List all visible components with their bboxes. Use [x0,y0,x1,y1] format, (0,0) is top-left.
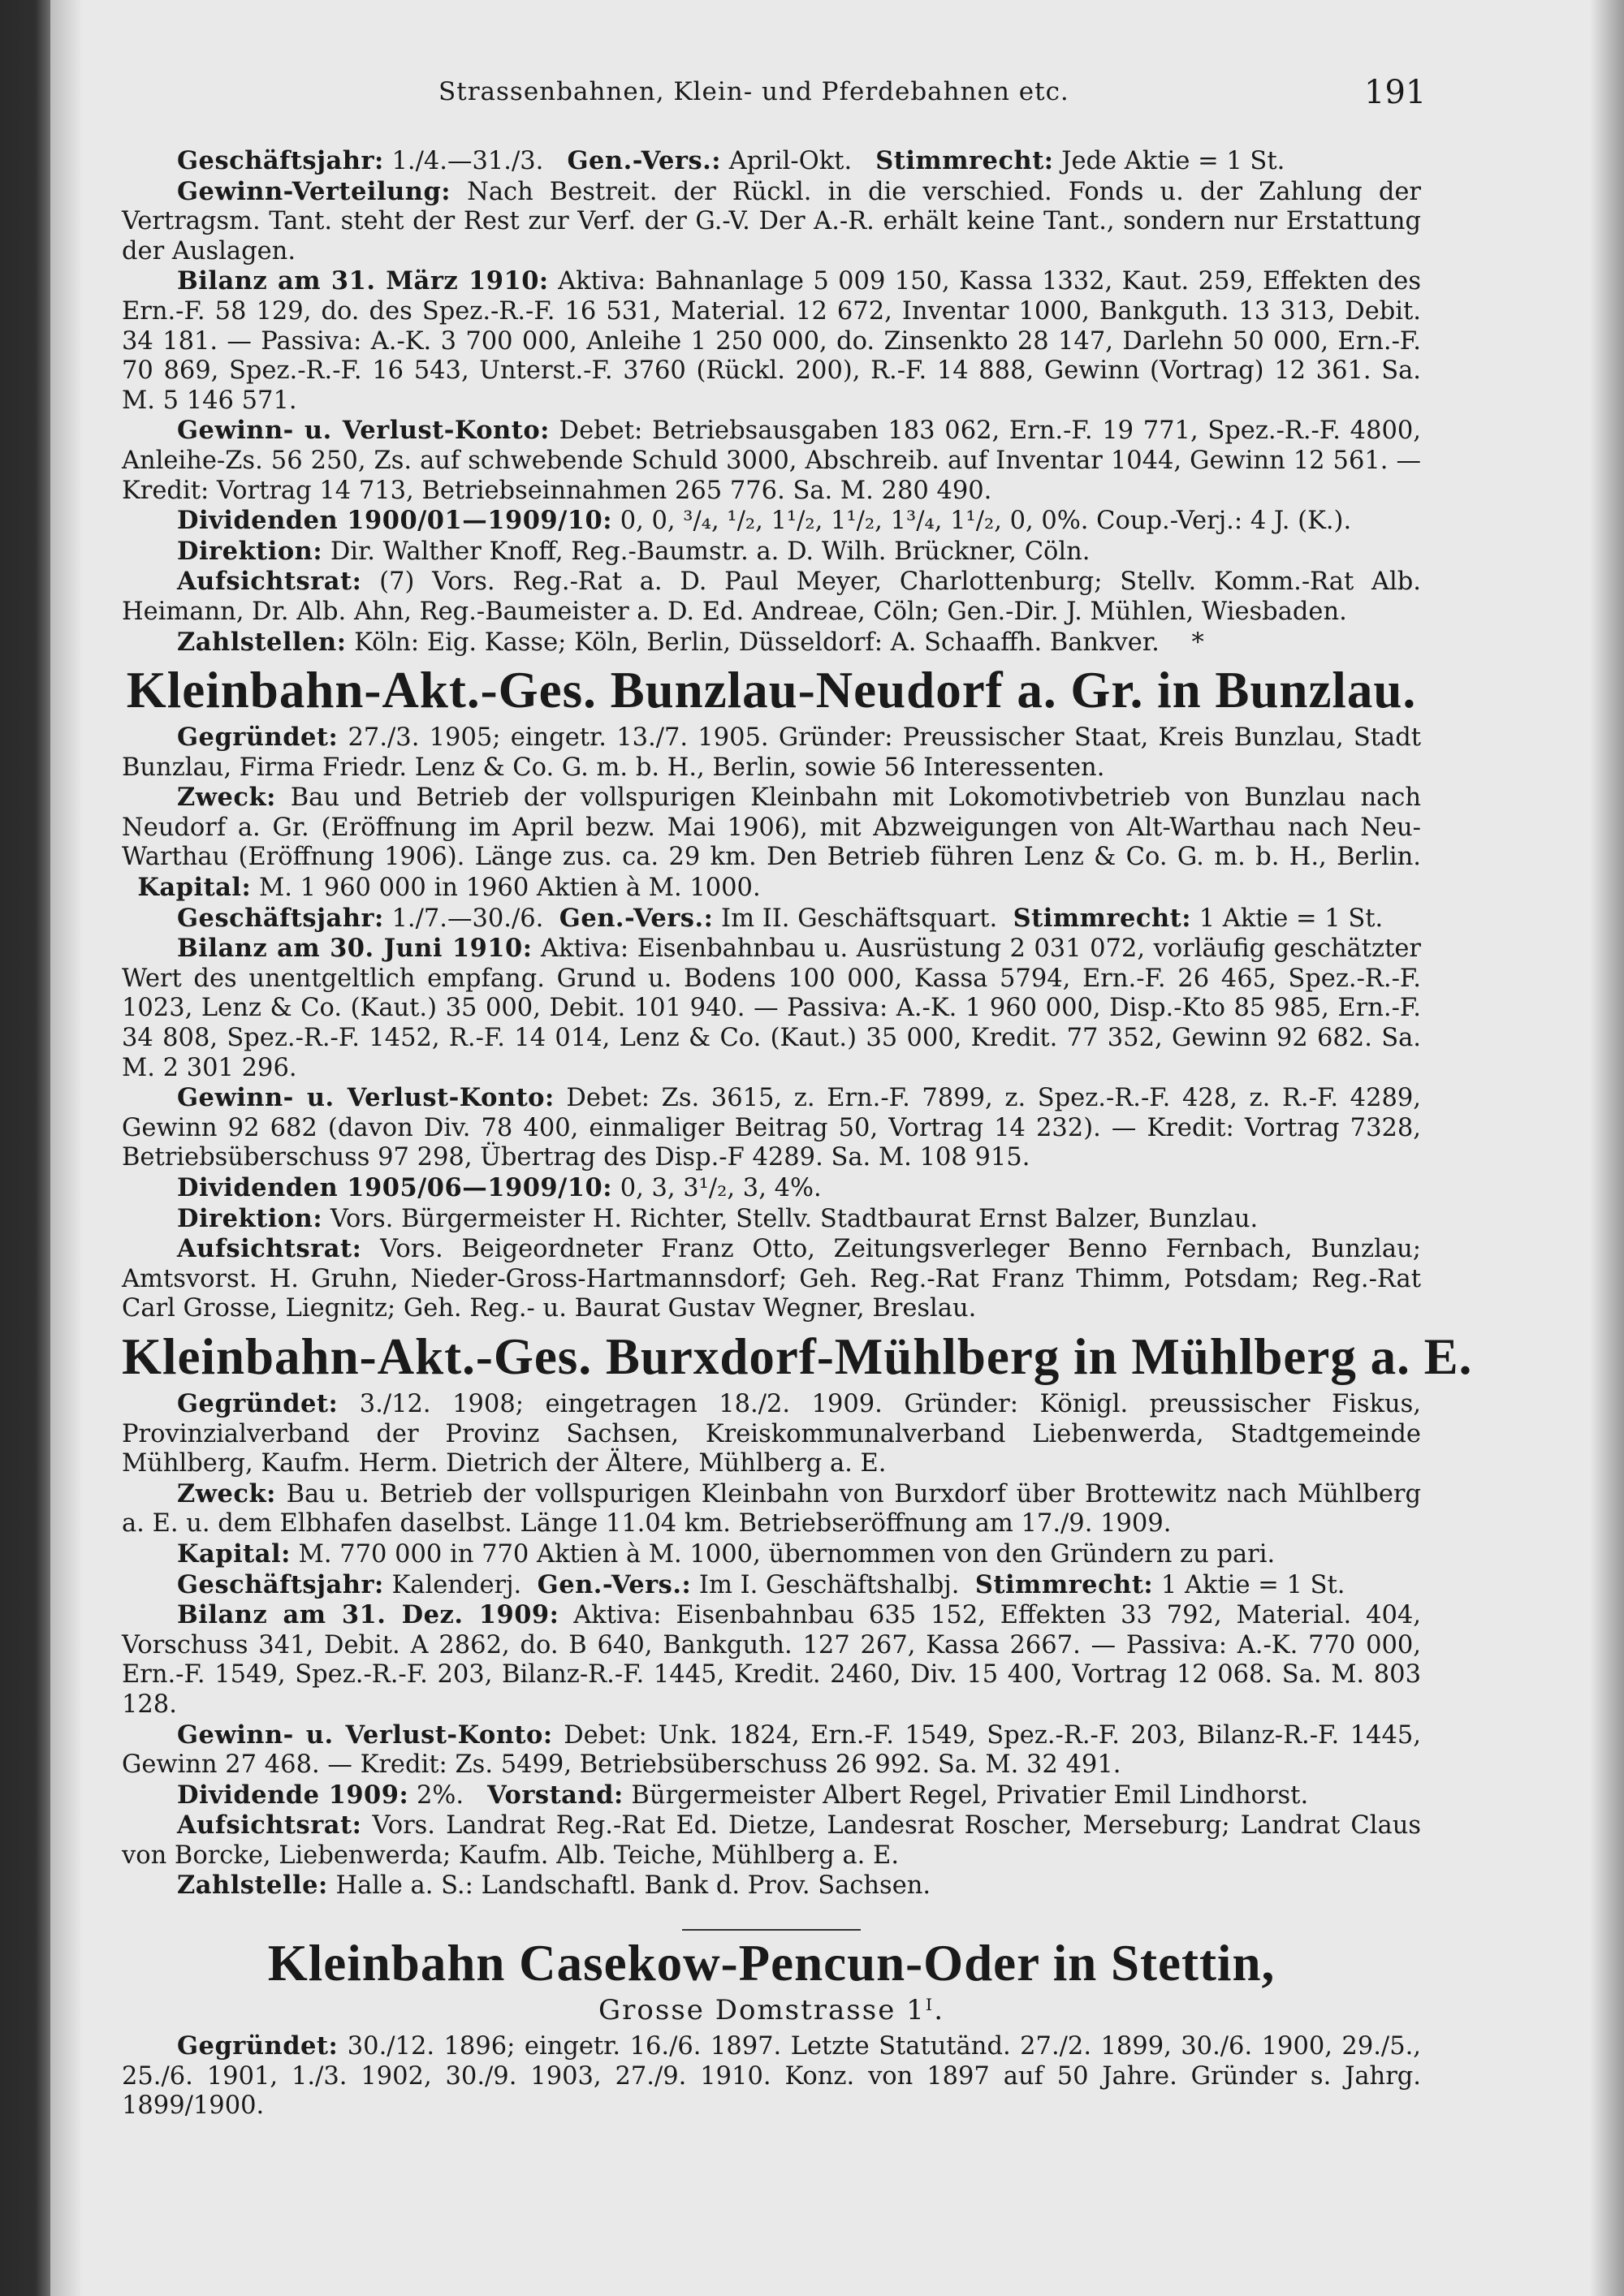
entry-aufsichtsrat [122,1810,1421,1871]
entry-label: Gegründet: [177,2031,339,2061]
entry-label: Vorstand: [487,1780,624,1810]
company-heading: Kleinbahn-Akt.-Ges. Bunzlau-Neudorf a. Gr. in Bunzlau. [126,662,1417,719]
entry-label: Dividenden 1905/06—1909/10: [177,1173,612,1202]
entry-aufsichtsrat [122,1234,1421,1324]
entry-label: Aufsichtsrat: [177,1810,362,1841]
entry-zahlstelle [122,1871,1421,1901]
entry-label: Direktion: [177,536,323,566]
entry-dividende [122,1780,1421,1811]
entry-label: Zahlstellen: [177,627,347,657]
entry-label: Gegründet: [177,1388,339,1418]
entry-label: Gewinn- u. Verlust-Konto: [177,1720,553,1750]
company-heading: Kleinbahn-Akt.-Ges. Burxdorf-Mühlberg in Mühlberg a. E. [122,1327,1473,1385]
entry-gegruendet [122,723,1421,783]
entry-text: Debet: Unk. 1824, Ern.-F. 1549, Spez.-R.-F. 203, Bilanz-R.-F. 1445, Gewinn 27 468. — Kredit: Zs. 5499, Betriebsüberschuss 26 992. Sa. M. 32 491. [122,1720,1422,1780]
entry-label: Zahlstelle: [177,1871,328,1901]
entry-zahlstellen [122,628,1421,658]
entry-text: 1./4.—31./3. [391,147,544,175]
entry-text: Im I. Geschäftshalbj. [698,1570,960,1599]
entry-text: Bürgermeister Albert Regel, Privatier Emil Lindhorst. [631,1780,1309,1810]
entry-label: Gen.-Vers.: [537,1569,692,1599]
entry-text: 1./7.—30./6. [391,904,544,933]
entry-text: Vors. Beigeordneter Franz Otto, Zeitungsverleger Benno Fernbach, Bunzlau; Amtsvorst. H. Gruhn, Nieder-Gross-Hartmannsdorf; Geh. Reg.-Rat Franz Thimm, Potsdam; Reg.-Rat Carl Grosse, Liegnitz; Geh. Reg.- u. Baurat Gustav Wegner, Breslau. [122,1235,1421,1323]
entry-label: Dividende 1909: [177,1780,409,1810]
entry-gewinn-verlust [122,1720,1421,1780]
entry-label: Aufsichtsrat: [177,1234,362,1264]
entry-text: Köln: Eig. Kasse; Köln, Berlin, Düsseldorf: A. Schaaffh. Bankver. [354,628,1160,657]
entry-text: M. 770 000 in 770 Aktien à M. 1000, übernommen von den Gründern zu pari. [298,1539,1276,1569]
entry-gewinn-verlust [122,1083,1421,1173]
entry-kapital [122,1539,1421,1570]
entry-bilanz [122,266,1421,416]
entry-text: 0, 3, 3¹/₂, 3, 4%. [620,1174,822,1202]
entry-label: Dividenden 1900/01—1909/10: [177,506,612,536]
entry-text: Vors. Landrat Reg.-Rat Ed. Dietze, Landesrat Roscher, Merseburg; Landrat Claus von Borcke, Liebenwerda; Kaufm. Alb. Teiche, Mühlberg a. E. [122,1811,1421,1870]
entry-label: Gewinn- u. Verlust-Konto: [177,416,550,446]
entry-label: Aufsichtsrat: [177,567,362,597]
entry-label: Kapital: [177,1539,291,1569]
entry-dividenden [122,506,1421,537]
entry-text: 27./3. 1905; eingetr. 13./7. 1905. Gründer: Preussischer Staat, Kreis Bunzlau, Stadt Bunzlau, Firma Friedr. Lenz & Co. G. m. b. H., Berlin, sowie 56 Interessenten. [122,723,1421,782]
entry-text: Bau und Betrieb der vollspurigen Kleinbahn mit Lokomotivbetrieb von Bunzlau nach Neudorf a. Gr. (Eröffnung im April bezw. Mai 1906), mit Abzweigungen von Alt-Warthau nach Neu-Warthau (Eröffnung 1906). Länge zus. ca. 29 km. Den Betrieb führen Lenz & Co. G. m. b. H., Berlin. [122,783,1421,872]
running-title: Strassenbahnen, Klein- und Pferdebahnen etc. [438,77,1069,106]
entry-text: Nach Bestreit. der Rückl. in die verschied. Fonds u. der Zahlung der Vertragsm. Tant. steht der Rest zur Verf. der G.-V. Der A.-R. erhält keine Tant., sondern nur Erstattung der Auslagen. [122,177,1421,265]
entry-text: Debet: Zs. 3615, z. Ern.-F. 7899, z. Spez.-R.-F. 428, z. R.-F. 4289, Gewinn 92 682 (davon Div. 78 400, einmaliger Beitrag 50, Vortrag 14 232). — Kredit: Vortrag 7328, Betriebsüberschuss 97 298, Übertrag des Disp.-F 4289. Sa. M. 108 915. [122,1084,1421,1172]
entry-text: Halle a. S.: Landschaftl. Bank d. Prov. Sachsen. [335,1871,931,1901]
entry-gegruendet [122,1389,1421,1479]
entry-label: Gegründet: [177,723,339,753]
entry-bilanz [122,934,1421,1083]
entry-label: Geschäftsjahr: [177,146,384,175]
entry-text: 0, 0, ³/₄, ¹/₂, 1¹/₂, 1¹/₂, 1³/₄, 1¹/₂, 0, 0%. Coup.-Verj.: 4 J. (K.). [620,507,1352,536]
entry-direktion [122,1204,1421,1235]
entry-label: Geschäftsjahr: [177,1569,384,1599]
entry-text: Aktiva: Bahnanlage 5 009 150, Kassa 1332, Kaut. 259, Effekten des Ern.-F. 58 129, do. des Spez.-R.-F. 16 531, Material. 12 672, Inventar 1000, Bankguth. 13 313, Debit. 34 181. — Passiva: A.-K. 3 700 000, Anleihe 1 250 000, do. Zinsenkto 28 147, Darlehn 50 000, Ern.-F. 70 869, Spez.-R.-F. 16 543, Unterst.-F. 3760 (Rückl. 200), R.-F. 14 888, Gewinn (Vortrag) 12 361. Sa. M. 5 146 571. [122,267,1421,415]
entry-aufsichtsrat [122,567,1421,627]
entry-text: Im II. Geschäftsquart. [721,904,998,933]
entry-label: Gen.-Vers.: [559,903,714,933]
entry-bilanz [122,1600,1421,1720]
continued-company-section [122,146,1421,658]
company-section-muehlberg [122,1324,1473,1931]
company-section-bunzlau [122,658,1421,1324]
company-heading: Kleinbahn Casekow-Pencun-Oder in Stettin, [267,1935,1276,1992]
entry-text: Dir. Walther Knoff, Reg.-Baumstr. a. D. Wilh. Brückner, Cöln. [330,537,1091,566]
entry-label: Stimmrecht: [974,1569,1154,1599]
entry-zweck [122,1479,1421,1539]
entry-line-geschaeftsjahr [122,146,1421,177]
entry-label: Stimmrecht: [1013,903,1191,933]
entry-label: Direktion: [177,1203,323,1233]
entry-label: Zweck: [177,1478,276,1508]
entry-dividenden [122,1173,1421,1204]
entry-text: Debet: Betriebsausgaben 183 062, Ern.-F. 19 771, Spez.-R.-F. 4800, Anleihe-Zs. 56 250, Zs. auf schwebende Schuld 3000, Abschreib. auf Inventar 1044, Gewinn 12 561. — Kredit: Vortrag 14 713, Betriebseinnahmen 265 776. Sa. M. 280 490. [122,416,1421,505]
entry-text: April-Okt. [728,147,853,175]
entry-gewinn-verteilung [122,177,1421,267]
entry-geschaeftsjahr [122,1570,1421,1601]
entry-text: Aktiva: Eisenbahnbau 635 152, Effekten 33 792, Material. 404, Vorschuss 341, Debit. A 2862, do. B 640, Bankguth. 127 267, Kassa 2667. — Passiva: A.-K. 770 000, Ern.-F. 1549, Spez.-R.-F. 203, Bilanz-R.-F. 1445, Kredit. 2460, Div. 15 400, Vortrag 12 068. Sa. M. 803 128. [122,1601,1421,1719]
entry-gegruendet [122,2031,1421,2121]
page-edge-shadow [1590,0,1624,2296]
book-spine-shadow [0,0,50,2296]
page-number: 191 [1364,74,1427,111]
entry-gewinn-verlust [122,416,1421,506]
page-content [122,146,1473,2121]
end-mark: * [1191,628,1204,657]
entry-text: (7) Vors. Reg.-Rat a. D. Paul Meyer, Charlottenburg; Stellv. Komm.-Rat Alb. Heimann, Dr. Alb. Ahn, Reg.-Baumeister a. D. Ed. Andreae, Cöln; Gen.-Dir. J. Mühlen, Wiesbaden. [122,568,1421,626]
entry-text: 30./12. 1896; eingetr. 16./6. 1897. Letzte Statutänd. 27./2. 1899, 30./6. 1900, 29./5., 25./6. 1901, 1./3. 1902, 30./9. 1903, 27./9. 1910. Konz. von 1897 auf 50 Jahre. Gründer s. Jahrg. 1899/1900. [122,2032,1421,2121]
entry-zweck [122,783,1421,903]
entry-label: Stimmrecht: [875,146,1054,175]
page-gutter [50,0,83,2296]
entry-label: Bilanz am 30. Juni 1910: [177,934,533,964]
company-address: Grosse Domstrasse 1ᴵ. [598,1994,945,2027]
entry-text: Bau u. Betrieb der vollspurigen Kleinbahn von Burxdorf über Brottewitz nach Mühlberg a. E. u. dem Elbhafen daselbst. Länge 11.04 km. Betriebseröffnung am 17./9. 1909. [122,1479,1421,1539]
entry-text: Vors. Bürgermeister H. Richter, Stellv. Stadtbaurat Ernst Balzer, Bunzlau. [330,1204,1259,1233]
entry-text: Jede Aktie = 1 St. [1061,147,1285,175]
entry-label: Gewinn- u. Verlust-Konto: [177,1083,555,1113]
entry-text: M. 1 960 000 in 1960 Aktien à M. 1000. [258,874,761,903]
entry-text: 2%. [416,1780,464,1810]
entry-geschaeftsjahr [122,904,1421,934]
entry-label: Gen.-Vers.: [567,146,722,175]
entry-text: Aktiva: Eisenbahnbau u. Ausrüstung 2 031 072, vorläufig geschätzter Wert des unentgeltlich empfang. Grund u. Bodens 100 000, Kassa 5794, Ern.-F. 26 465, Spez.-R.-F. 1023, Lenz & Co. (Kaut.) 35 000, Debit. 101 940. — Passiva: A.-K. 1 960 000, Disp.-Kto 85 985, Ern.-F. 34 808, Spez.-R.-F. 1452, R.-F. 14 014, Lenz & Co. (Kaut.) 35 000, Kredit. 77 352, Gewinn 92 682. Sa. M. 2 301 296. [122,934,1421,1082]
entry-text: 1 Aktie = 1 St. [1160,1570,1345,1599]
entry-label: Bilanz am 31. Dez. 1909: [177,1600,559,1630]
entry-label: Bilanz am 31. März 1910: [177,266,549,296]
entry-text: 1 Aktie = 1 St. [1199,904,1384,933]
entry-label: Kapital: [137,873,252,903]
entry-text: 3./12. 1908; eingetragen 18./2. 1909. Gründer: Königl. preussischer Fiskus, Provinzialverband der Provinz Sachsen, Kreiskommunalverband Liebenwerda, Stadtgemeinde Mühlberg, Kaufm. Herm. Dietrich der Ältere, Mühlberg a. E. [122,1389,1421,1478]
entry-label: Geschäftsjahr: [177,903,384,933]
entry-text: Kalenderj. [391,1570,522,1599]
entry-label: Zweck: [177,783,276,813]
entry-label: Gewinn-Verteilung: [177,176,451,206]
entry-direktion [122,537,1421,568]
company-section-stettin [122,1931,1421,2121]
